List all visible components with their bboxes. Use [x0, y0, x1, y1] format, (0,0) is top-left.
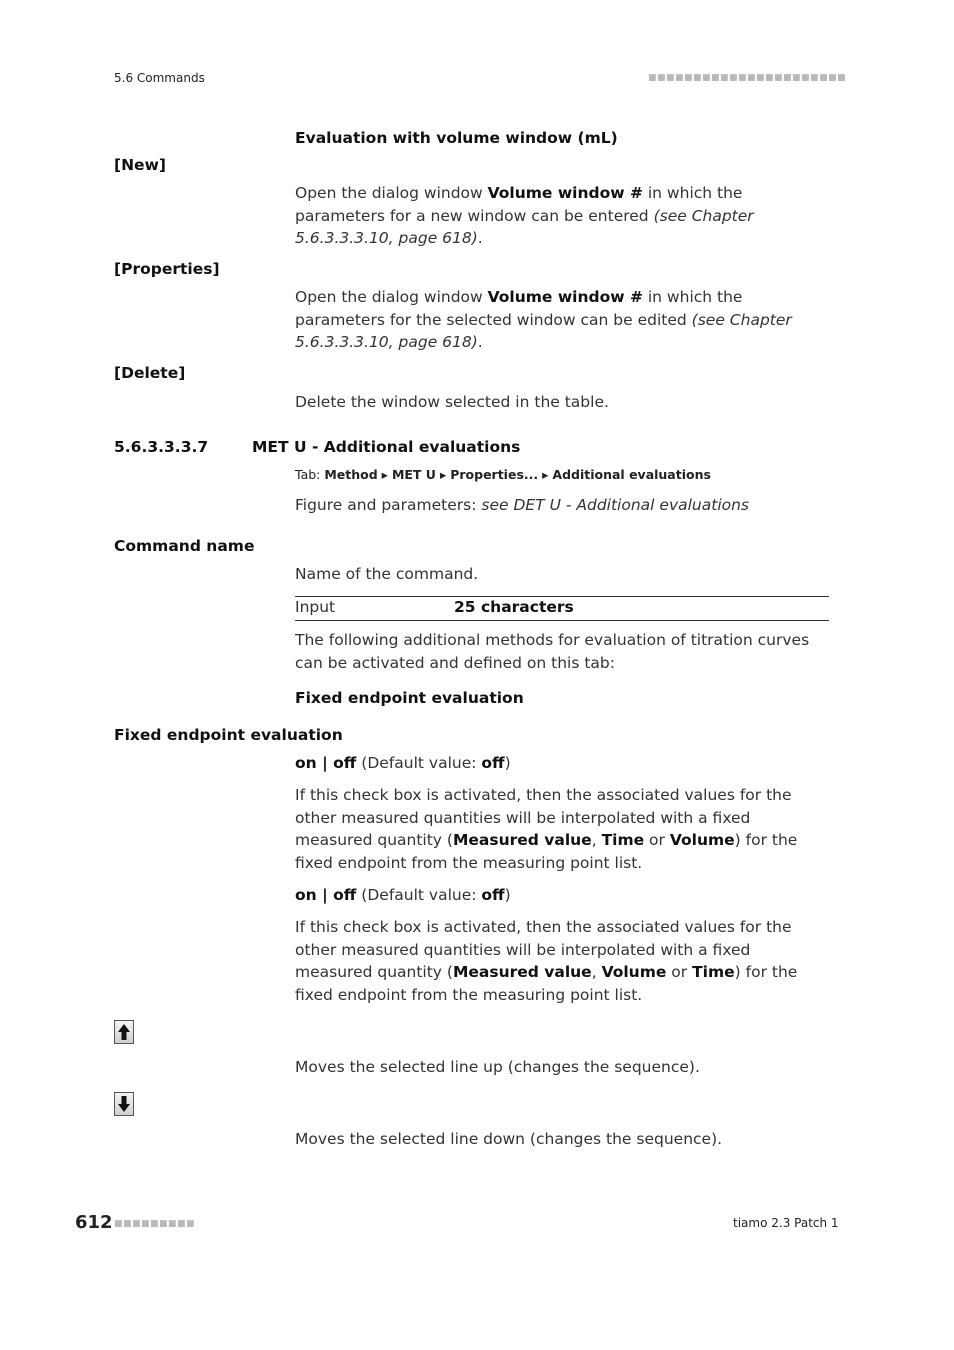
header-decoration: ■■■■■■■■■■■■■■■■■■■■■■ [648, 73, 847, 83]
volume-window-heading: Evaluation with volume window (mL) [295, 129, 618, 147]
tab-breadcrumb: Tab: Method ▸ MET U ▸ Properties... ▸ Additional evaluations [295, 467, 711, 482]
delete-button-label: [Delete] [114, 364, 186, 382]
breadcrumb-separator-icon: ▸ [439, 467, 447, 482]
running-header-section: 5.6 Commands [114, 71, 205, 85]
properties-button-label: [Properties] [114, 260, 220, 278]
breadcrumb-separator-icon: ▸ [542, 467, 549, 482]
move-down-description: Moves the selected line down (changes the sequence). [295, 1130, 723, 1148]
properties-description: Open the dialog window Volume window # in which the parameters for the selected window can be edited (see Chapter 5.6.3.3.3.10, page 618). [295, 288, 792, 351]
page-number: 612 [75, 1212, 113, 1233]
option2-default: on | off (Default value: off) [295, 886, 511, 904]
arrow-down-icon [117, 1095, 131, 1113]
fixed-endpoint-label: Fixed endpoint evaluation [114, 726, 343, 744]
section-number: 5.6.3.3.3.7 [114, 438, 209, 456]
move-up-description: Moves the selected line up (changes the sequence). [295, 1058, 700, 1076]
command-name-description: Name of the command. [295, 565, 479, 583]
input-key: Input [295, 598, 336, 616]
arrow-up-icon [117, 1023, 131, 1041]
section-title: MET U - Additional evaluations [252, 438, 521, 456]
additional-methods-text: The following additional methods for evaluation of titration curves can be activated and defined on this tab: [295, 631, 810, 672]
option1-default: on | off (Default value: off) [295, 754, 511, 772]
new-button-label: [New] [114, 156, 166, 174]
breadcrumb-separator-icon: ▸ [381, 467, 388, 482]
new-description: Open the dialog window Volume window # in which the parameters for a new window can be entered (see Chapter 5.6.3.3.3.10, page 618). [295, 184, 754, 247]
product-name: tiamo 2.3 Patch 1 [733, 1216, 839, 1230]
table-bottom-rule [295, 620, 829, 621]
figure-reference: Figure and parameters: see DET U - Additional evaluations [295, 496, 750, 514]
fixed-endpoint-heading: Fixed endpoint evaluation [295, 689, 524, 707]
input-value: 25 characters [454, 598, 574, 616]
delete-description: Delete the window selected in the table. [295, 393, 609, 411]
command-name-label: Command name [114, 537, 255, 555]
move-up-button[interactable] [114, 1020, 134, 1044]
move-down-button[interactable] [114, 1092, 134, 1116]
footer-decoration: ■■■■■■■■■ [114, 1219, 196, 1229]
option2-description: If this check box is activated, then the associated values for the other measured quantities will be interpolated with a fixed measured quantity (Measured value, Volume or Time) for the fixed endpoint from the measuring point list. [295, 918, 798, 1004]
option1-description: If this check box is activated, then the associated values for the other measured quantities will be interpolated with a fixed measured quantity (Measured value, Time or Volume) for the fixed endpoint from the measuring point list. [295, 786, 798, 872]
